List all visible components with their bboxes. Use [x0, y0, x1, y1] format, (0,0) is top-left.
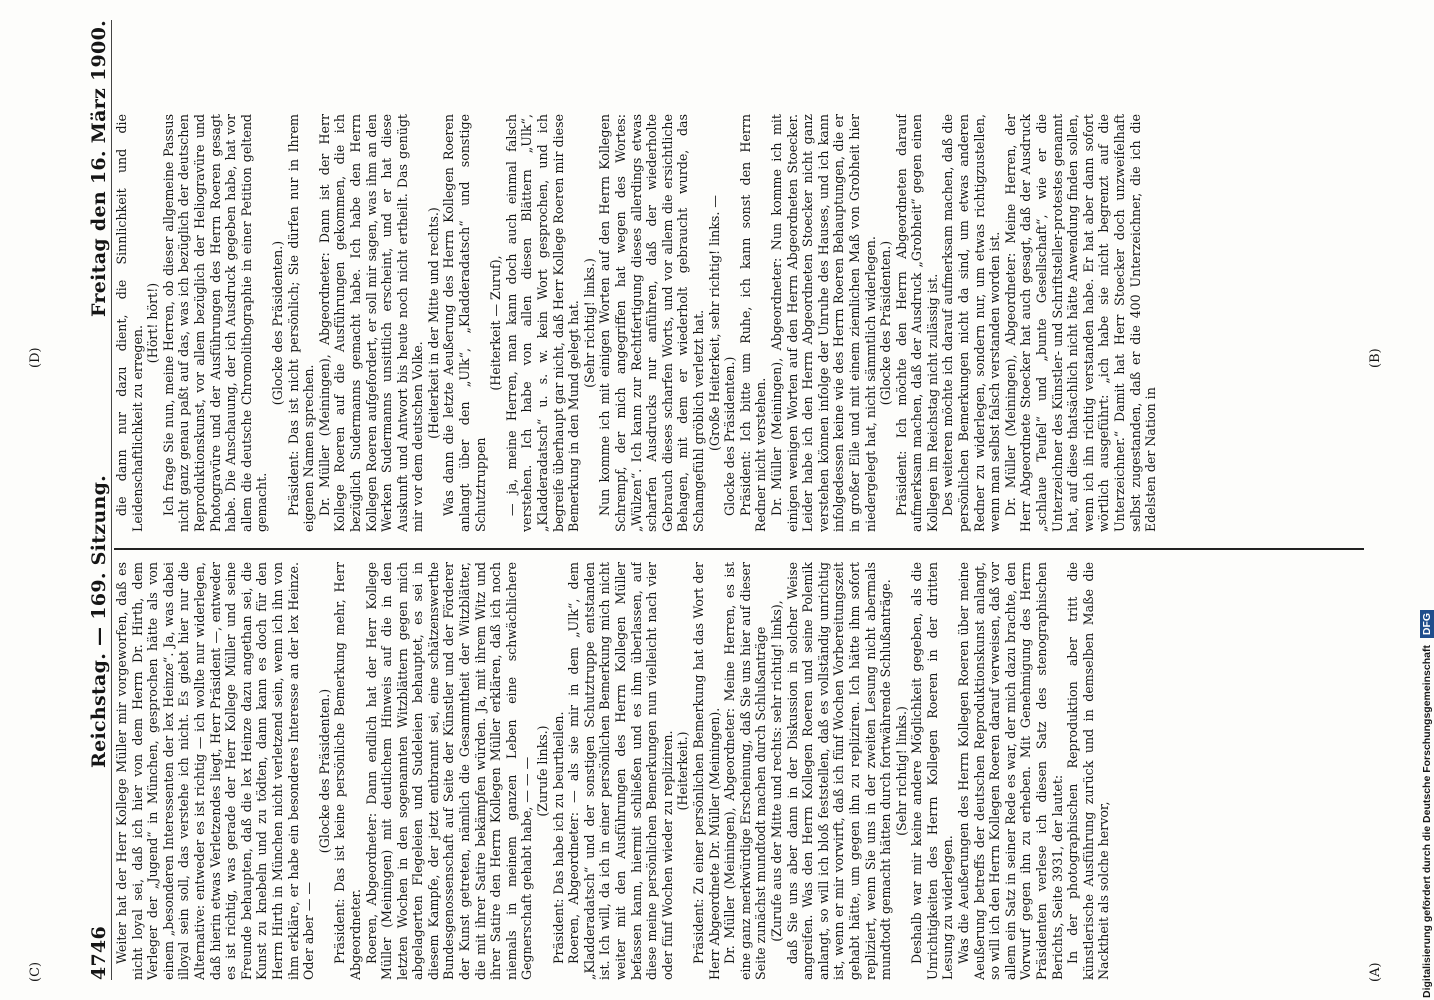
paragraph: (Hört! hört!) [145, 282, 161, 364]
paragraph: (Zurufe links.) [535, 725, 551, 817]
paragraph: daß Sie uns aber dann in der Diskussion in solcher Weise angreifen. Was den Herrn Kollegen Roeren und seine Polemik anlangt, so will ich bloß feststellen, daß es vollständig unrichtig ist, wenn er mir vorwirft, daß ich fünf Wochen Vorbereitungszeit gehabt hätte, um gegen ihn zu repliziren. Ich hätte ihm sofort repliziert, wenn Sie uns in der zweiten Lesung nicht abermals mundtodt gemacht hätten durch fortwährende Schlußanträge. [784, 562, 894, 980]
credit-text: Digitalisierung gefördert durch die Deutsche Forschungsgemeinschaft [1421, 645, 1433, 998]
paragraph: (Sehr richtig! links.) [581, 258, 597, 388]
paragraph: Dr. Müller (Meiningen), Abgeordneter: Meine Herren, der Herr Abgeordnete Stoecker hat auch gesagt, daß der Ausdruck „schlaue Teufel“ und „bunte Gesellschaft“, wie er die Unterzeichner des Künstler- und Schriftsteller-protestes genannt hat, auf diese thatsächlich nicht hätte Anwendung finden sollen, wenn ich ihn richtig verstanden habe. Er hat aber dann sofort wörtlich ausgeführt: „ich habe sie nicht begrenzt auf die Unterzeichner.“ Damit hat Herr Stoecker doch unzweifelhaft selbst zugestanden, daß er die 400 Unterzeichner, die ich die Edelsten der Nation in [1002, 114, 1159, 532]
left-column [114, 562, 1364, 980]
column-divider [114, 548, 1364, 550]
paragraph: Weiter hat der Herr Kollege Müller mir vorgeworfen, daß es nicht loyal sei, daß ich hier von dem Herrn Dr. Hirth, dem Verleger der „Jugend“ in München, gesprochen hätte als von einem „besonderen Interessenten der lex Heinze“. Ja, was dabei illoyal sein soll, das verstehe ich nicht. Es giebt hier nur die Alternative: entweder es ist richtig — ich wollte nur widerlegen, daß hierin etwas Verletzendes liegt, Herr Präsident —, entweder es ist richtig, was gerade der Herr Kollege Müller und seine Freunde behaupten, daß die lex Heinze dazu angethan sei, die Kunst zu knebeln und zu tödten, dann kann es doch für den Herrn Hirth in München nicht verletzend sein, wenn ich ihn von ihm erkläre, er habe ein besonderes Interesse an der lex Heinze. Oder aber — — [114, 562, 317, 980]
paragraph: Dr. Müller (Meiningen), Abgeordneter: Dann ist der Herr Kollege Roeren auf die Ausführungen gekommen, die ich bezüglich Sudermanns gemacht habe. Ich habe den Herrn Kollegen Roeren aufgefordert, er soll mir sagen, was ihm an den Werken Sudermanns unsittlich erscheint, und er hat diese Auskunft und Antwort bis heute noch nicht ertheilt. Das genügt mir vor dem deutschen Volke. [316, 114, 426, 532]
paragraph: Des weiteren möchte ich darauf aufmerksam machen, daß die persönlichen Bemerkungen nicht da sind, um etwas anderen Redner zu widerlegen, sondern nur, um etwas richtigzustellen, wenn man selbst falsch verstanden worden ist. [940, 114, 1003, 532]
paragraph: (Heiterkeit in der Mitte und rechts.) [425, 207, 441, 439]
paragraph: Präsident: Das ist nicht persönlich; Sie dürfen nur in Ihrem eigenen Namen sprechen. [285, 114, 317, 532]
paragraph: (Glocke des Präsidenten.) [878, 240, 894, 406]
margin-marker-b: (B) [1368, 348, 1383, 368]
paragraph: (Glocke des Präsidenten.) [316, 688, 332, 854]
header-rule [111, 20, 112, 980]
paragraph: Was die Aeußerungen des Herrn Kollegen Roeren über meine Aeußerung betreffs der deutschen Reproduktionskunst anlangt, so will ich den Herrn Kollegen Roeren darauf verweisen, daß vor allem ein Satz in seiner Rede es war, der mich dazu brachte, den Vorwurf gegen ihn zu erheben. Mit Genehmigung des Herrn Präsidenten verlese ich diesen Satz des stenographischen Berichts, Seite 3931, der lautet: [956, 562, 1065, 980]
paragraph: Deshalb war mir keine andere Möglichkeit gegeben, als die Unrichtigkeiten des Herrn Kollegen Roeren in der dritten Lesung zu widerlegen. [909, 562, 956, 980]
paragraph: Nun komme ich mit einigen Worten auf den Herrn Kollegen Schrempf, der mich angegriffen hat wegen des Wortes: „Wülzen“. Ich kann zur Rechtfertigung dieses allerdings etwas scharfen Ausdrucks nur anführen, daß der wiederholte Gebrauch dieses scharfen Worts, und vor allem die ersichtliche Behagen, mit dem er wiederholt gebraucht wurde, das Schamgefühl gröblich verletzt hat. [597, 114, 706, 532]
page-date: Freitag den 16. März 1900. [88, 20, 110, 317]
margin-marker-d: (D) [28, 347, 43, 368]
paragraph: (Sehr richtig! links.) [893, 706, 909, 836]
paragraph: (Heiterkeit.) [675, 731, 691, 811]
dfg-logo: DFG [1420, 610, 1434, 638]
paragraph: Glocke des Präsidenten.) [722, 356, 738, 516]
paragraph: In der photographischen Reproduktion aber tritt die künstlerische Ausführung zurück und in demselben Maße die Nacktheit als solche hervor, [1065, 562, 1112, 980]
margin-marker-a: (A) [1368, 962, 1383, 982]
paragraph: Präsident: Das habe ich zu beurtheilen. [550, 711, 566, 964]
paragraph: Was dann die letzte Aeußerung des Herrn Kollegen Roeren anlangt über den „Ulk“, „Kladderadatsch“ und sonstige Schutztruppen [441, 114, 488, 532]
paragraph: Präsident: Ich bitte um Ruhe, ich kann sonst den Herrn Redner nicht verstehen. [737, 114, 769, 532]
digitization-credit [1420, 8, 1434, 998]
paragraph: Roeren, Abgeordneter: — als sie mir in dem „Ulk“, dem „Kladderadatsch“ und der sonstigen Schutztruppe entstanden ist. Ich will, da ich in einer persönlichen Bemerkung mich nicht weiter mit den Ausführungen des Herrn Kollegen Müller befassen kann, hiermit schließen und es ihm überlassen, auf diese meine persönlichen Bemerkungen nun vielleicht nach vier oder fünf Wochen wieder zu repliziren. [566, 562, 675, 980]
paragraph: Roeren, Abgeordneter: Dann endlich hat der Herr Kollege Müller (Meiningen) mit deutlichem Hinweis auf die in den letzten Wochen in den sogenannten Witzblättern gegen mich abgelagerten Flegeleien und Sudeleien behauptet, es sei in diesem Kampfe, der jetzt entbrannt sei, eine schätzenswerthe Bundesgenossenschaft auf Seite der Künstler und der Förderer der Kunst getreten, nämlich die Gesammtheit der Witzblätter, die mit ihrer Satire bekämpfen würden. Ja, mit ihrem Witz und ihrer Satire den Herrn Kollegen Müller erklären, daß ich noch niemals in meinem ganzen Leben eine schwächlichere Gegnerschaft gehabt habe, — — — [363, 562, 535, 980]
paragraph: — ja, meine Herren, man kann doch auch einmal falsch verstehen. Ich habe von allen diesen Blättern „Ulk“, „Kladderadatsch“ u. s. w. kein Wort gesprochen, und ich begreife überhaupt gar nicht, daß Herr Kollege Roeren mir diese Bemerkung in den Mund gelegt hat. [503, 114, 582, 532]
paragraph: Ich frage Sie nun, meine Herren, ob dieser allgemeine Passus nicht ganz genau paßt auf das, was ich bezüglich der deutschen Reproduktionskunst, vor allem bezüglich der Heliogravüre und Photogravüre und der Ausführungen des Herrn Roeren gesagt habe. Die Anschauung, der ich Ausdruck gegeben habe, hat vor allem die deutsche Chromolithographie in einer Petition geltend gemacht. [160, 114, 270, 532]
paragraph: Präsident: Zu einer persönlichen Bemerkung hat das Wort der Herr Abgeordnete Dr. Müller (Meiningen). [690, 562, 722, 980]
page-header [62, 20, 110, 980]
right-column [114, 114, 1364, 532]
rotated-page-content [28, 20, 1392, 982]
paragraph: (Heiterkeit — Zuruf), [488, 255, 504, 391]
paragraph: (Große Heiterkeit, sehr richtig! links. — [706, 195, 722, 451]
paragraph: Präsident: Ich möchte den Herrn Abgeordneten darauf aufmerksam machen, daß der Ausdruck „Grobheit“ gegen einen Kollegen im Reichstag nicht zulässig ist. [893, 114, 940, 532]
paragraph: die dann nur dazu dient, die Sinnlichkeit und die Leidenschaftlichkeit zu erregen. [114, 114, 145, 532]
paragraph: Präsident: Das ist keine persönliche Bemerkung mehr, Herr Abgeordneter. [332, 562, 363, 980]
page-number: 4746 [88, 925, 110, 980]
margin-marker-c: (C) [28, 961, 43, 982]
paragraph: Dr. Müller (Meiningen), Abgeordneter: Meine Herren, es ist eine ganz merkwürdige Erscheinung, daß Sie uns hier auf dieser Seite zunächst mundtodt machen durch Schlußanträge [722, 562, 769, 980]
paragraph: (Glocke des Präsidenten.) [269, 240, 285, 406]
paragraph: Dr. Müller (Meiningen), Abgeordneter: Nun komme ich mit einigen wenigen Worten auf den Herrn Abgeordneten Stoecker. Leider habe ich den Herrn Abgeordneten Stoecker nicht ganz verstehen können infolge der Unruhe des Hauses, und ich kann infolgedessen keine wie des Herrn Roeren Behauptungen, die er in großer Eile und mit einem ziemlichen Maß von Grobheit hier niedergelegt hat, nicht sämmtlich widerlegen. [768, 114, 878, 532]
paragraph: (Zurufe aus der Mitte und rechts: sehr richtig! links), [768, 600, 784, 942]
page-title: Reichstag. — 169. Sitzung. [88, 474, 110, 769]
